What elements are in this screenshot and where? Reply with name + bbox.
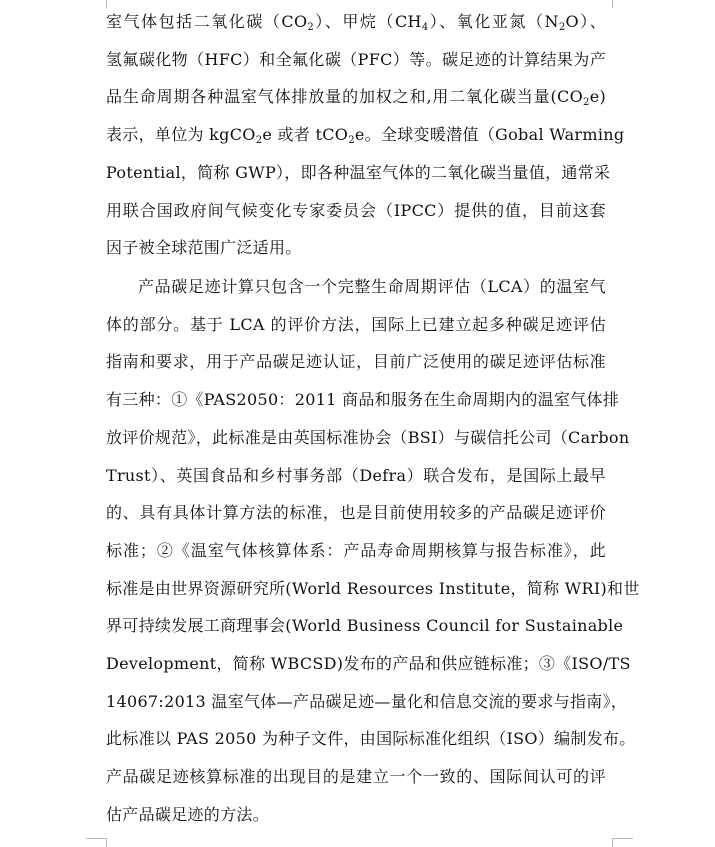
- subscript: 2: [558, 22, 566, 33]
- text-line: [106, 466, 606, 486]
- text-run: 界可持续发展工商理事会(World Business Council for Sustainable: [106, 616, 624, 636]
- subscript: 2: [583, 97, 590, 109]
- text-line: [106, 503, 606, 523]
- text-run: Potential，简称 GWP），即各种温室气体的二氧化碳当量值，通常采: [106, 162, 611, 182]
- text-line: [106, 654, 631, 674]
- text-line: [106, 238, 606, 258]
- subscript: 2: [348, 135, 355, 147]
- text-line: [106, 87, 606, 107]
- text-line: [106, 691, 628, 712]
- text-run: Trust）、英国食品和乡村事务部（Defra）联合发布，是国际上最早: [106, 465, 606, 485]
- subscript: 2: [307, 22, 315, 33]
- text-run: 室气体包括二氧化碳（CO: [106, 12, 308, 31]
- text-line: [106, 352, 606, 372]
- text-run: 体的部分。基于 LCA 的评价方法，国际上已建立起多种碳足迹评估: [106, 314, 606, 334]
- text-line: [138, 277, 606, 297]
- text-run: 标准是由世界资源研究所(World Resources Institute，简称 WRI)和世: [106, 578, 640, 598]
- subscript: 4: [421, 22, 429, 33]
- text-line: [106, 50, 606, 70]
- text-run: 指南和要求，用于产品碳足迹认证，目前广泛使用的碳足迹评估标准: [106, 352, 606, 372]
- top-left-margin-mark: [86, 0, 107, 8]
- text-line: [106, 162, 611, 183]
- text-run: e。全球变暖潜值（Gobal Warming: [354, 125, 625, 145]
- text-line: [106, 125, 625, 147]
- text-run: 的、具有具体计算方法的标准，也是目前使用较多的产品碳足迹评价: [106, 503, 606, 523]
- text-line: [106, 729, 636, 749]
- text-run: 因子被全球范围广泛适用。: [106, 238, 302, 258]
- text-line: [106, 390, 620, 410]
- top-right-margin-mark: [612, 0, 633, 8]
- text-line: [106, 427, 630, 448]
- text-run: O）、: [565, 12, 607, 31]
- text-run: 表示，单位为 kgCO: [106, 125, 256, 145]
- text-run: Development，简称 WBCSD)发布的产品和供应链标准；③《ISO/TS: [106, 654, 631, 673]
- text-line: [106, 616, 624, 636]
- text-line: [106, 767, 606, 787]
- subscript: 2: [255, 135, 263, 147]
- text-run: 此标准以 PAS 2050 为种子文件，由国际标准化组织（ISO）编制发布。: [106, 729, 636, 749]
- text-run: 估产品碳足迹的方法。: [106, 804, 270, 824]
- text-run: 放评价规范》，此标准是由英国标准协会（BSI）与碳信托公司（Carbon: [106, 427, 630, 447]
- text-line: [106, 578, 640, 599]
- text-line: [106, 201, 606, 221]
- text-run: 产品碳足迹核算标准的出现目的是建立一个一致的、国际间认可的评: [106, 767, 606, 787]
- text-run: 有三种：①《PAS2050：2011 商品和服务在生命周期内的温室气体排: [106, 390, 620, 410]
- text-line: [106, 805, 606, 825]
- text-run: 14067:2013 温室气体—产品碳足迹—量化和信息交流的要求与指南》，: [106, 691, 628, 711]
- text-run: e 或者 tCO: [262, 125, 349, 145]
- text-run: 标准；②《温室气体核算体系：产品寿命周期核算与报告标准》，此: [106, 540, 606, 560]
- text-run: 产品碳足迹计算只包含一个完整生命周期评估（LCA）的温室气: [138, 277, 606, 296]
- text-run: ）、甲烷（CH: [314, 12, 422, 31]
- text-run: 用联合国政府间气候变化专家委员会（IPCC）提供的值，目前这套: [106, 200, 606, 220]
- text-run: e): [589, 87, 606, 107]
- text-line: [106, 315, 606, 335]
- text-run: 氢氟碳化物（HFC）和全氟化碳（PFC）等。碳足迹的计算结果为产: [106, 49, 606, 69]
- text-run: ）、氧化亚氮（N: [428, 12, 559, 31]
- text-run: 品生命周期各种温室气体排放量的加权之和,用二氧化碳当量(CO: [106, 87, 584, 107]
- text-line: [106, 12, 606, 32]
- text-line: [106, 541, 606, 561]
